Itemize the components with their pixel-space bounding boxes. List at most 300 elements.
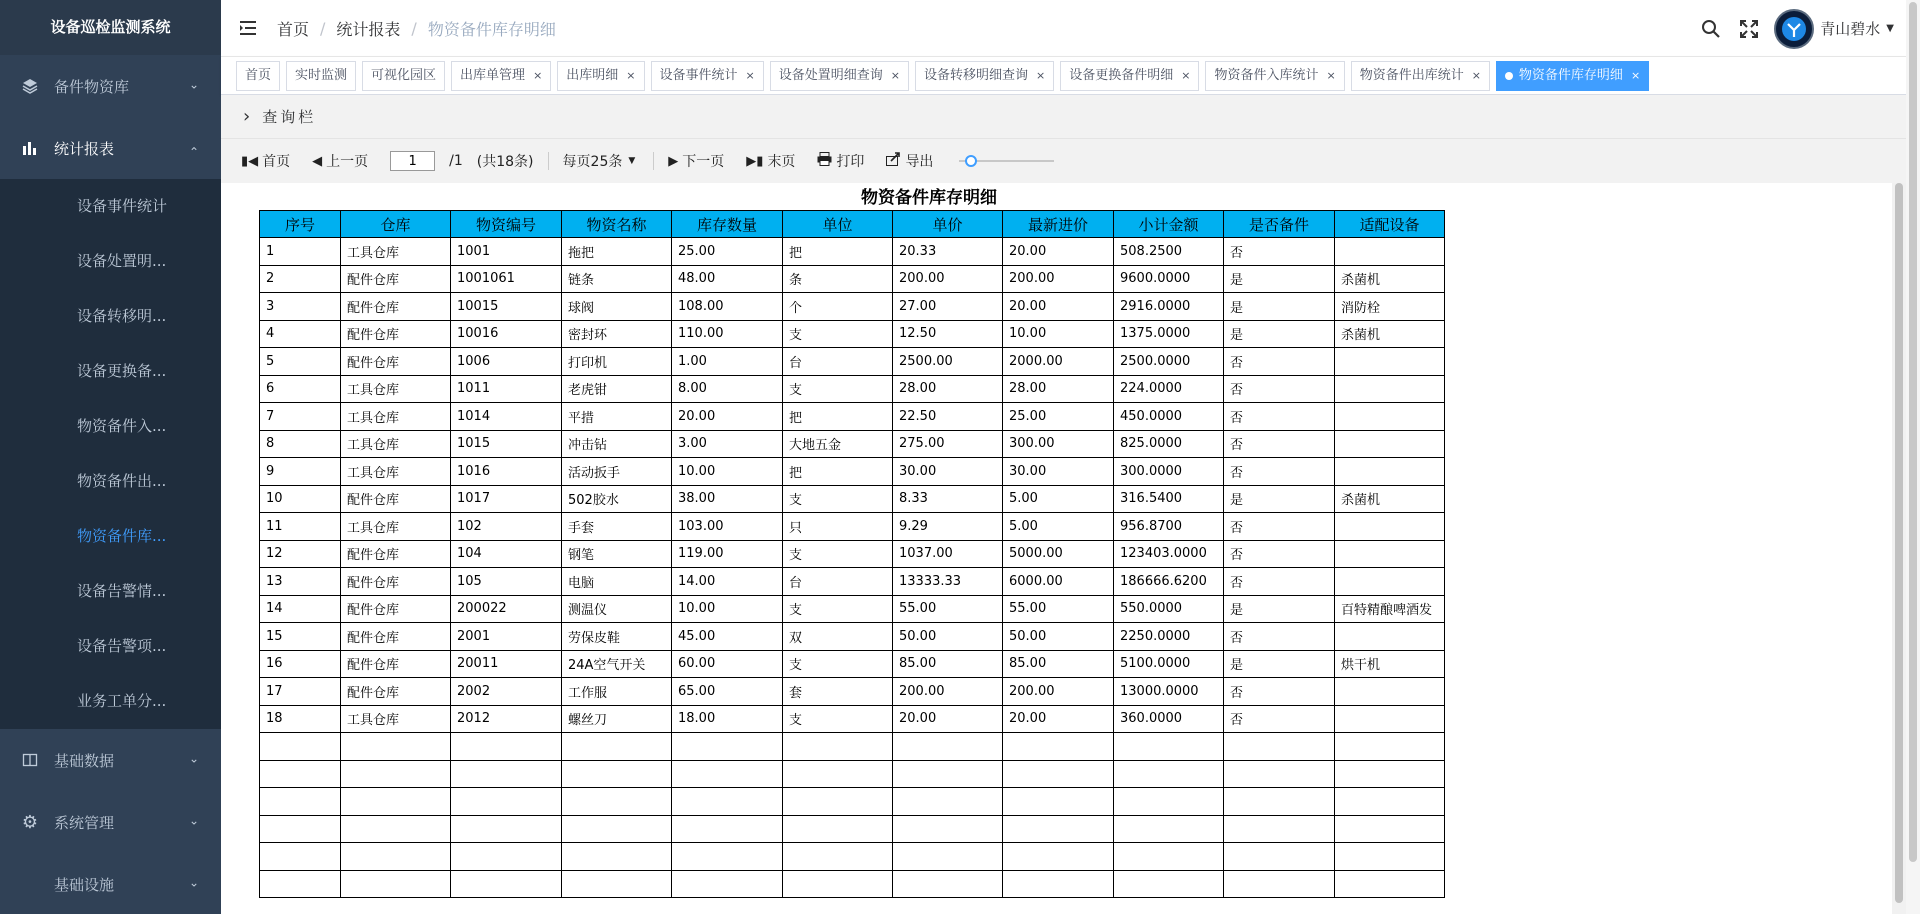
table-cell: [451, 733, 562, 761]
table-cell: 配件仓库: [341, 540, 451, 568]
col-header: 最新进价: [1003, 211, 1114, 238]
sub-item-replace[interactable]: 设备更换备...: [77, 362, 167, 380]
prev-page-icon: ◀: [312, 153, 323, 169]
tag-outbound-detail[interactable]: [557, 61, 644, 91]
inventory-table: [259, 210, 1445, 898]
table-cell: 条: [783, 265, 893, 293]
table-cell: 工作服: [562, 678, 672, 706]
table-cell: [1003, 760, 1114, 788]
report-title: 物资备件库存明细: [861, 188, 997, 208]
table-cell: 300.00: [1003, 430, 1114, 458]
table-cell: 102: [451, 513, 562, 541]
table-cell: 3: [260, 293, 341, 321]
table-cell: 508.2500: [1114, 238, 1224, 266]
table-cell: 12.50: [893, 320, 1003, 348]
breadcrumb-home[interactable]: 首页: [277, 19, 310, 39]
table-cell: 38.00: [672, 485, 783, 513]
table-cell: 把: [783, 458, 893, 486]
table-cell: 20.00: [672, 403, 783, 431]
table-cell: [893, 788, 1003, 816]
table-cell: 10: [260, 485, 341, 513]
table-cell: [1335, 403, 1445, 431]
table-cell: 14.00: [672, 568, 783, 596]
table-cell: 工具仓库: [341, 458, 451, 486]
menu-spare-materials[interactable]: [0, 55, 221, 117]
table-cell: 27.00: [893, 293, 1003, 321]
caret-down-icon[interactable]: ▼: [1886, 23, 1894, 34]
app-logo-title: 设备巡检监测系统: [0, 0, 221, 55]
table-cell: 2001: [451, 623, 562, 651]
report-scrollbar[interactable]: [1892, 183, 1906, 914]
chevron-down-icon: ⌄: [188, 77, 199, 92]
page-number-input[interactable]: [390, 151, 435, 171]
caret-down-icon: ▼: [628, 156, 636, 166]
table-cell: [451, 760, 562, 788]
table-cell: 18.00: [672, 705, 783, 733]
hamburger-icon[interactable]: [221, 0, 277, 57]
table-cell: 16: [260, 650, 341, 678]
layers-icon: [20, 76, 40, 96]
fullscreen-icon[interactable]: [1738, 18, 1760, 40]
close-icon[interactable]: ×: [1326, 68, 1336, 82]
first-page-button[interactable]: [241, 151, 290, 171]
table-cell: 10.00: [672, 458, 783, 486]
table-cell: [260, 733, 341, 761]
table-cell: 20.00: [1003, 705, 1114, 733]
next-page-button[interactable]: [668, 151, 724, 171]
table-cell: 550.0000: [1114, 595, 1224, 623]
table-cell: [1335, 568, 1445, 596]
col-header: 库存数量: [672, 211, 783, 238]
tag-label: 出库明细: [566, 67, 619, 83]
table-cell: 工具仓库: [341, 375, 451, 403]
tag-visual[interactable]: [362, 61, 445, 91]
table-cell: 球阀: [562, 293, 672, 321]
export-icon: [886, 152, 901, 170]
menu-system[interactable]: [0, 791, 221, 853]
print-label: 打印: [836, 154, 865, 170]
col-header: 物资名称: [562, 211, 672, 238]
table-cell: 否: [1224, 403, 1335, 431]
table-cell: 6000.00: [1003, 568, 1114, 596]
table-cell: 25.00: [1003, 403, 1114, 431]
query-bar[interactable]: [221, 95, 1906, 138]
page-size-select[interactable]: [563, 151, 640, 171]
table-cell: 85.00: [1003, 650, 1114, 678]
table-cell: 工具仓库: [341, 705, 451, 733]
table-cell: [1114, 843, 1224, 871]
table-cell: 14: [260, 595, 341, 623]
table-cell: 链条: [562, 265, 672, 293]
table-cell: 杀菌机: [1335, 265, 1445, 293]
table-cell: 25.00: [672, 238, 783, 266]
col-header: 小计金额: [1114, 211, 1224, 238]
table-cell: 百特精酿啤酒发: [1335, 595, 1445, 623]
table-cell: 配件仓库: [341, 265, 451, 293]
table-cell: 2002: [451, 678, 562, 706]
page-size-label: 每页25条: [562, 154, 623, 170]
table-cell: 杀菌机: [1335, 485, 1445, 513]
table-cell: 工具仓库: [341, 513, 451, 541]
page-scrollbar-thumb[interactable]: [1909, 2, 1917, 862]
table-cell: [341, 815, 451, 843]
table-cell: [893, 870, 1003, 898]
close-icon[interactable]: ×: [533, 68, 543, 82]
table-cell: 2250.0000: [1114, 623, 1224, 651]
chevron-down-icon: ⌄: [188, 813, 199, 828]
zoom-slider[interactable]: [959, 154, 1054, 168]
table-cell: 360.0000: [1114, 705, 1224, 733]
table-cell: 10015: [451, 293, 562, 321]
table-row: [260, 595, 1445, 623]
sub-item-event-stat[interactable]: 设备事件统计: [77, 197, 168, 215]
table-cell: [672, 760, 783, 788]
table-cell: [341, 870, 451, 898]
table-cell: [260, 788, 341, 816]
table-cell: 否: [1224, 430, 1335, 458]
table-body: [260, 238, 1445, 898]
table-cell: [893, 733, 1003, 761]
table-cell: 螺丝刀: [562, 705, 672, 733]
table-cell: [1335, 788, 1445, 816]
menu-label: 备件物资库: [54, 77, 130, 96]
table-cell: 打印机: [562, 348, 672, 376]
table-cell: 配件仓库: [341, 568, 451, 596]
chevron-right-icon[interactable]: ›: [243, 106, 251, 127]
sub-item-workorder[interactable]: 业务工单分...: [77, 692, 167, 710]
table-cell: [562, 733, 672, 761]
table-row: [260, 623, 1445, 651]
first-page-label: 首页: [262, 154, 291, 170]
table-cell: 消防栓: [1335, 293, 1445, 321]
table-cell: 1037.00: [893, 540, 1003, 568]
table-cell: 配件仓库: [341, 485, 451, 513]
menu-infrastructure[interactable]: [0, 853, 221, 914]
table-cell: 103.00: [672, 513, 783, 541]
breadcrumb-section[interactable]: 统计报表: [336, 19, 401, 39]
table-cell: 13: [260, 568, 341, 596]
menu-base-data[interactable]: [0, 729, 221, 791]
table-cell: [1224, 870, 1335, 898]
table-cell: 否: [1224, 375, 1335, 403]
tag-label: 设备更换备件明细: [1069, 67, 1174, 83]
table-cell: 测温仪: [562, 595, 672, 623]
table-cell: [1335, 678, 1445, 706]
table-cell: 是: [1224, 320, 1335, 348]
chevron-up-icon: ⌃: [188, 145, 199, 160]
table-cell: 1001061: [451, 265, 562, 293]
table-cell: 8: [260, 430, 341, 458]
menu-reports[interactable]: [0, 117, 221, 179]
tag-replace[interactable]: [1060, 61, 1199, 91]
table-cell: 30.00: [1003, 458, 1114, 486]
table-row: [260, 430, 1445, 458]
tag-label: 首页: [245, 67, 272, 83]
avatar[interactable]: [1774, 9, 1814, 49]
table-cell: 台: [783, 568, 893, 596]
table-cell: 50.00: [1003, 623, 1114, 651]
table-cell: [1224, 733, 1335, 761]
bar-chart-icon: [20, 138, 40, 158]
table-cell: 配件仓库: [341, 623, 451, 651]
table-cell: [1335, 238, 1445, 266]
table-cell: 20.00: [1003, 238, 1114, 266]
table-cell: [451, 843, 562, 871]
tag-label: 设备转移明细查询: [923, 67, 1028, 83]
table-cell: [1114, 760, 1224, 788]
table-cell: 450.0000: [1114, 403, 1224, 431]
table-cell: 8.00: [672, 375, 783, 403]
sub-item-alarm-status[interactable]: 设备告警情...: [77, 582, 167, 600]
close-icon[interactable]: ×: [1471, 68, 1481, 82]
table-cell: 否: [1224, 678, 1335, 706]
table-cell: 15: [260, 623, 341, 651]
table-row: [260, 403, 1445, 431]
toolbar-divider: [653, 152, 654, 170]
table-cell: 劳保皮鞋: [562, 623, 672, 651]
table-cell: 1015: [451, 430, 562, 458]
table-cell: [1003, 843, 1114, 871]
last-page-label: 末页: [767, 154, 796, 170]
table-cell: 大地五金: [783, 430, 893, 458]
table-row: [260, 705, 1445, 733]
tag-home[interactable]: [236, 61, 280, 91]
main-area: [221, 0, 1906, 914]
table-cell: 2000.00: [1003, 348, 1114, 376]
table-cell: [1224, 815, 1335, 843]
sub-item-alarm-items[interactable]: 设备告警项...: [77, 637, 167, 655]
table-cell: 55.00: [893, 595, 1003, 623]
table-cell: 7: [260, 403, 341, 431]
chevron-down-icon: ⌄: [188, 751, 199, 766]
close-icon[interactable]: ×: [1630, 68, 1641, 82]
table-row: [260, 458, 1445, 486]
page-scrollbar[interactable]: [1906, 0, 1920, 914]
table-cell: [1335, 458, 1445, 486]
table-cell: [341, 843, 451, 871]
table-cell: [562, 760, 672, 788]
table-cell: 把: [783, 403, 893, 431]
search-icon[interactable]: [1700, 18, 1722, 40]
table-cell: [451, 870, 562, 898]
table-cell: 9.29: [893, 513, 1003, 541]
table-cell: 1014: [451, 403, 562, 431]
tag-label: 可视化园区: [371, 67, 437, 83]
table-cell: 20.33: [893, 238, 1003, 266]
table-cell: 5.00: [1003, 513, 1114, 541]
table-cell: 否: [1224, 705, 1335, 733]
table-cell: [1335, 540, 1445, 568]
tag-outbound-order[interactable]: [451, 61, 551, 91]
table-cell: 双: [783, 623, 893, 651]
table-cell: 30.00: [893, 458, 1003, 486]
table-cell: 200.00: [1003, 265, 1114, 293]
table-row-empty: [260, 733, 1445, 761]
table-cell: [1335, 760, 1445, 788]
table-cell: 123403.0000: [1114, 540, 1224, 568]
table-cell: 104: [451, 540, 562, 568]
table-cell: 配件仓库: [341, 678, 451, 706]
col-header: 单位: [783, 211, 893, 238]
table-cell: 1.00: [672, 348, 783, 376]
menu-label: 基础设施: [54, 875, 115, 894]
table-cell: 825.0000: [1114, 430, 1224, 458]
close-icon[interactable]: ×: [1181, 68, 1191, 82]
table-cell: [260, 870, 341, 898]
table-cell: 5000.00: [1003, 540, 1114, 568]
table-cell: [893, 815, 1003, 843]
tags-view: [221, 57, 1906, 95]
table-cell: 只: [783, 513, 893, 541]
table-cell: [1335, 733, 1445, 761]
prev-page-button[interactable]: [312, 151, 368, 171]
navbar: [221, 0, 1906, 57]
table-cell: 是: [1224, 293, 1335, 321]
last-page-button[interactable]: [746, 151, 795, 171]
table-cell: 手套: [562, 513, 672, 541]
table-cell: [1003, 788, 1114, 816]
table-cell: 烘干机: [1335, 650, 1445, 678]
table-cell: [1003, 733, 1114, 761]
table-cell: 是: [1224, 650, 1335, 678]
zoom-slider-handle[interactable]: [965, 155, 977, 167]
table-cell: 186666.6200: [1114, 568, 1224, 596]
report-area: [221, 183, 1906, 914]
table-cell: 22.50: [893, 403, 1003, 431]
export-button[interactable]: [886, 151, 933, 171]
close-icon[interactable]: ×: [890, 68, 900, 82]
col-header: 单价: [893, 211, 1003, 238]
table-cell: [341, 788, 451, 816]
tag-disposal[interactable]: [770, 61, 909, 91]
table-cell: [260, 760, 341, 788]
breadcrumb: [277, 17, 556, 40]
table-cell: [1114, 733, 1224, 761]
tag-label: 物资备件出库统计: [1359, 67, 1464, 83]
table-cell: 2012: [451, 705, 562, 733]
table-cell: 224.0000: [1114, 375, 1224, 403]
table-cell: [783, 788, 893, 816]
book-icon: [20, 750, 40, 770]
table-cell: [1335, 348, 1445, 376]
table-cell: 200.00: [893, 678, 1003, 706]
table-cell: 支: [783, 485, 893, 513]
table-cell: 12: [260, 540, 341, 568]
first-page-icon: ▮◀: [241, 153, 259, 169]
table-cell: 2916.0000: [1114, 293, 1224, 321]
table-cell: 3.00: [672, 430, 783, 458]
table-cell: 48.00: [672, 265, 783, 293]
table-cell: [1335, 705, 1445, 733]
close-icon[interactable]: ×: [745, 68, 755, 82]
tag-transfer[interactable]: [915, 61, 1054, 91]
sub-item-outbound[interactable]: 物资备件出...: [77, 472, 167, 490]
sub-item-inbound[interactable]: 物资备件入...: [77, 417, 167, 435]
tag-inbound-stat[interactable]: [1205, 61, 1344, 91]
col-header: 是否备件: [1224, 211, 1335, 238]
table-cell: 电脑: [562, 568, 672, 596]
table-cell: [783, 815, 893, 843]
table-cell: 200.00: [1003, 678, 1114, 706]
table-cell: 支: [783, 650, 893, 678]
col-header: 适配设备: [1335, 211, 1445, 238]
table-cell: 55.00: [1003, 595, 1114, 623]
table-row: [260, 238, 1445, 266]
table-cell: 配件仓库: [341, 348, 451, 376]
col-header: 序号: [260, 211, 341, 238]
table-cell: 10016: [451, 320, 562, 348]
tag-label: 物资备件入库统计: [1214, 67, 1319, 83]
table-cell: 9: [260, 458, 341, 486]
tag-label: 实时监测: [295, 67, 348, 83]
table-cell: 28.00: [893, 375, 1003, 403]
table-cell: 50.00: [893, 623, 1003, 651]
tag-monitor[interactable]: [286, 61, 356, 91]
table-cell: 8.33: [893, 485, 1003, 513]
table-cell: [1003, 815, 1114, 843]
table-cell: 316.5400: [1114, 485, 1224, 513]
table-cell: 2500.0000: [1114, 348, 1224, 376]
table-cell: 20.00: [893, 705, 1003, 733]
close-icon[interactable]: ×: [626, 68, 636, 82]
sub-item-disposal[interactable]: 设备处置明...: [77, 252, 167, 270]
table-cell: 65.00: [672, 678, 783, 706]
table-cell: 200022: [451, 595, 562, 623]
table-cell: 10.00: [1003, 320, 1114, 348]
table-cell: [1224, 788, 1335, 816]
table-cell: [893, 760, 1003, 788]
table-row: [260, 540, 1445, 568]
menu-label: 统计报表: [54, 139, 115, 158]
print-button[interactable]: [817, 151, 864, 171]
table-cell: [1335, 870, 1445, 898]
table-row: [260, 348, 1445, 376]
table-cell: 工具仓库: [341, 403, 451, 431]
table-cell: [783, 760, 893, 788]
table-row: [260, 293, 1445, 321]
tag-outbound-stat[interactable]: [1351, 61, 1490, 91]
table-row: [260, 678, 1445, 706]
tag-inventory[interactable]: [1496, 61, 1649, 91]
table-cell: 5: [260, 348, 341, 376]
table-cell: 2500.00: [893, 348, 1003, 376]
scrollbar-thumb[interactable]: [1895, 183, 1903, 903]
table-cell: [562, 815, 672, 843]
sub-item-inventory[interactable]: 物资备件库...: [77, 527, 167, 545]
table-cell: [260, 843, 341, 871]
table-row-empty: [260, 843, 1445, 871]
sub-item-transfer[interactable]: 设备转移明...: [77, 307, 167, 325]
tag-event-stat[interactable]: [651, 61, 764, 91]
table-cell: 1011: [451, 375, 562, 403]
last-page-icon: ▶▮: [746, 153, 764, 169]
table-cell: 否: [1224, 623, 1335, 651]
table-cell: 杀菌机: [1335, 320, 1445, 348]
printer-icon: [817, 152, 832, 170]
table-row: [260, 513, 1445, 541]
user-name[interactable]: 青山碧水: [1820, 20, 1881, 38]
table-cell: [1335, 815, 1445, 843]
sidebar: [0, 0, 221, 914]
table-cell: [1335, 513, 1445, 541]
reports-submenu: [0, 179, 221, 729]
table-row: [260, 265, 1445, 293]
close-icon[interactable]: ×: [1036, 68, 1046, 82]
table-row: [260, 568, 1445, 596]
table-cell: 45.00: [672, 623, 783, 651]
table-cell: 119.00: [672, 540, 783, 568]
table-cell: [672, 815, 783, 843]
